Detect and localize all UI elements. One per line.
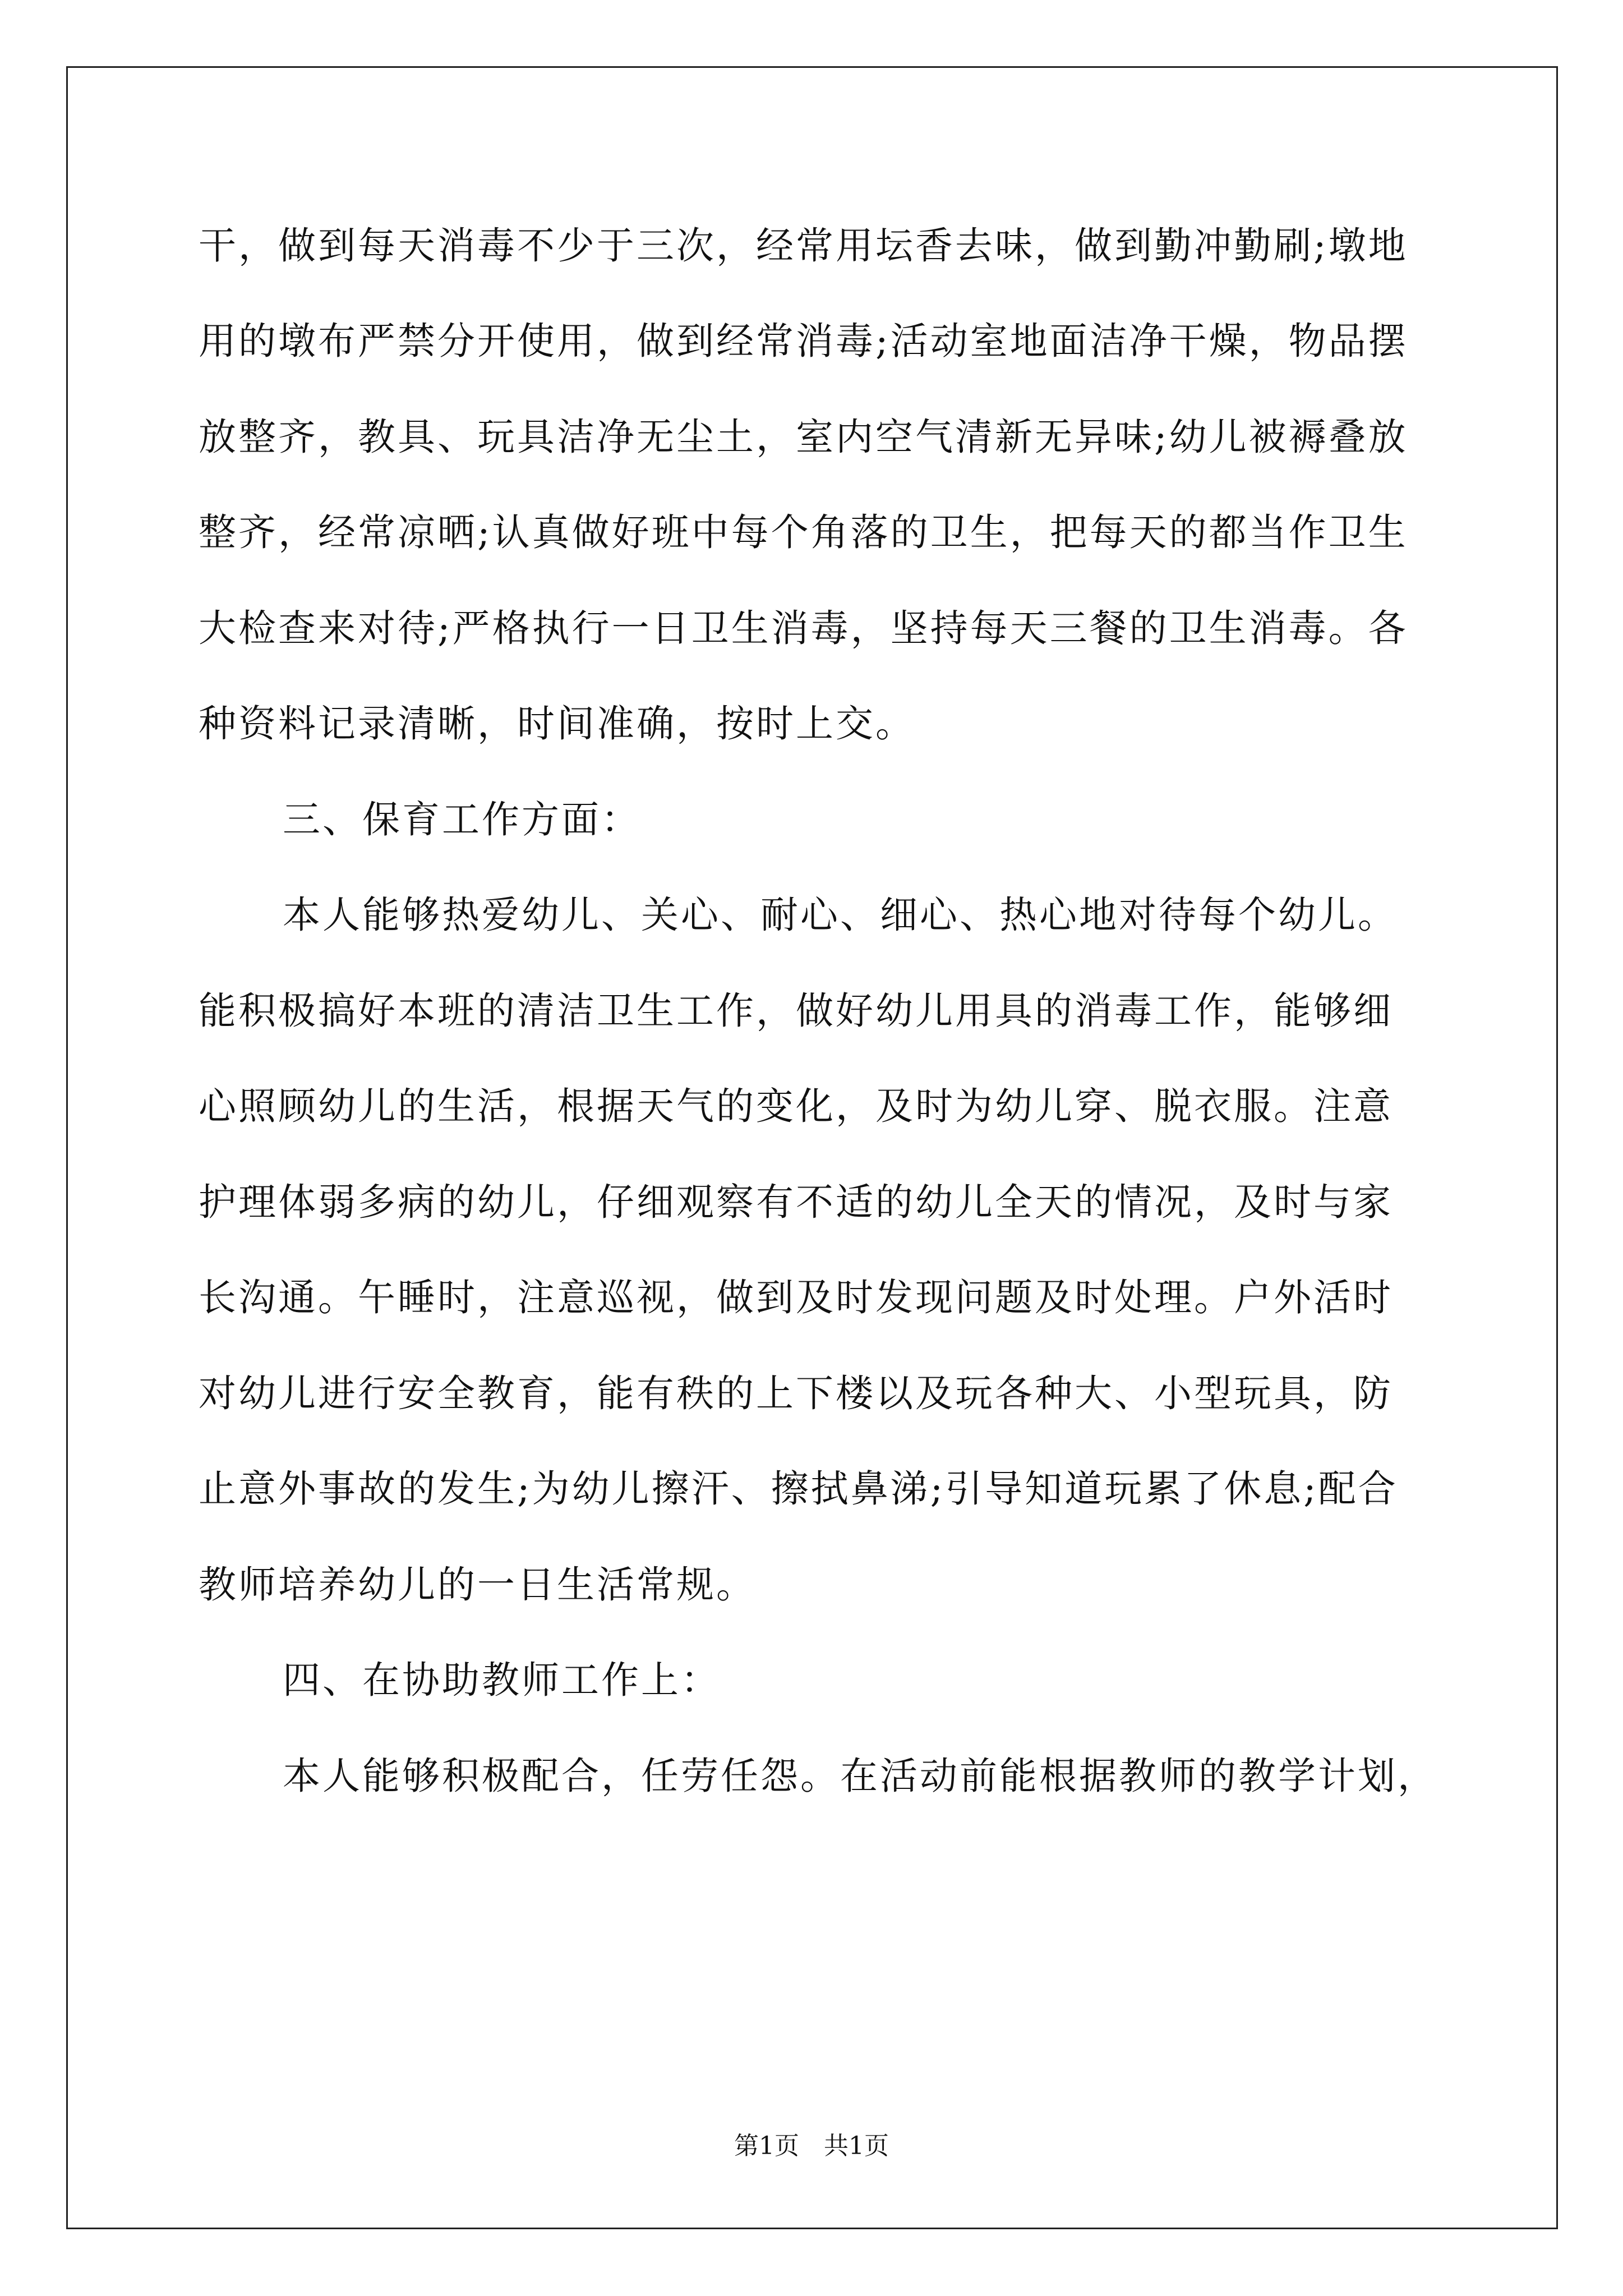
text-line: 干，做到每天消毒不少于三次，经常用坛香去味，做到勤冲勤刷;墩地	[199, 224, 1408, 268]
section-heading: 三、保育工作方面：	[283, 798, 641, 841]
text-line: 大检查来对待;严格执行一日卫生消毒，坚持每天三餐的卫生消毒。各	[199, 606, 1408, 650]
text-line: 放整齐，教具、玩具洁净无尘土，室内空气清新无异味;幼儿被褥叠放	[199, 415, 1408, 459]
text-line: 心照顾幼儿的生活，根据天气的变化，及时为幼儿穿、脱衣服。注意	[199, 1084, 1393, 1128]
text-line: 本人能够积极配合，任劳任怨。在活动前能根据教师的教学计划，	[283, 1754, 1437, 1798]
text-line: 教师培养幼儿的一日生活常规。	[199, 1563, 756, 1607]
text-line: 止意外事故的发生;为幼儿擦汗、擦拭鼻涕;引导知道玩累了休息;配合	[199, 1467, 1398, 1511]
text-line: 长沟通。午睡时，注意巡视，做到及时发现问题及时处理。户外活时	[199, 1276, 1393, 1319]
text-line: 本人能够热爱幼儿、关心、耐心、细心、热心地对待每个幼儿。	[283, 893, 1398, 937]
text-line: 护理体弱多病的幼儿，仔细观察有不适的幼儿全天的情况，及时与家	[199, 1180, 1393, 1224]
page-border	[66, 66, 1558, 2229]
text-line: 对幼儿进行安全教育，能有秩的上下楼以及玩各种大、小型玩具，防	[199, 1372, 1393, 1415]
text-line: 用的墩布严禁分开使用，做到经常消毒;活动室地面洁净干燥，物品摆	[199, 319, 1408, 363]
section-heading: 四、在协助教师工作上：	[283, 1658, 721, 1702]
text-line: 整齐，经常凉晒;认真做好班中每个角落的卫生，把每天的都当作卫生	[199, 510, 1408, 554]
page-footer: 第1页 共1页	[734, 2132, 889, 2160]
text-line: 能积极搞好本班的清洁卫生工作，做好幼儿用具的消毒工作，能够细	[199, 989, 1393, 1033]
text-line: 种资料记录清晰，时间准确，按时上交。	[199, 702, 915, 746]
